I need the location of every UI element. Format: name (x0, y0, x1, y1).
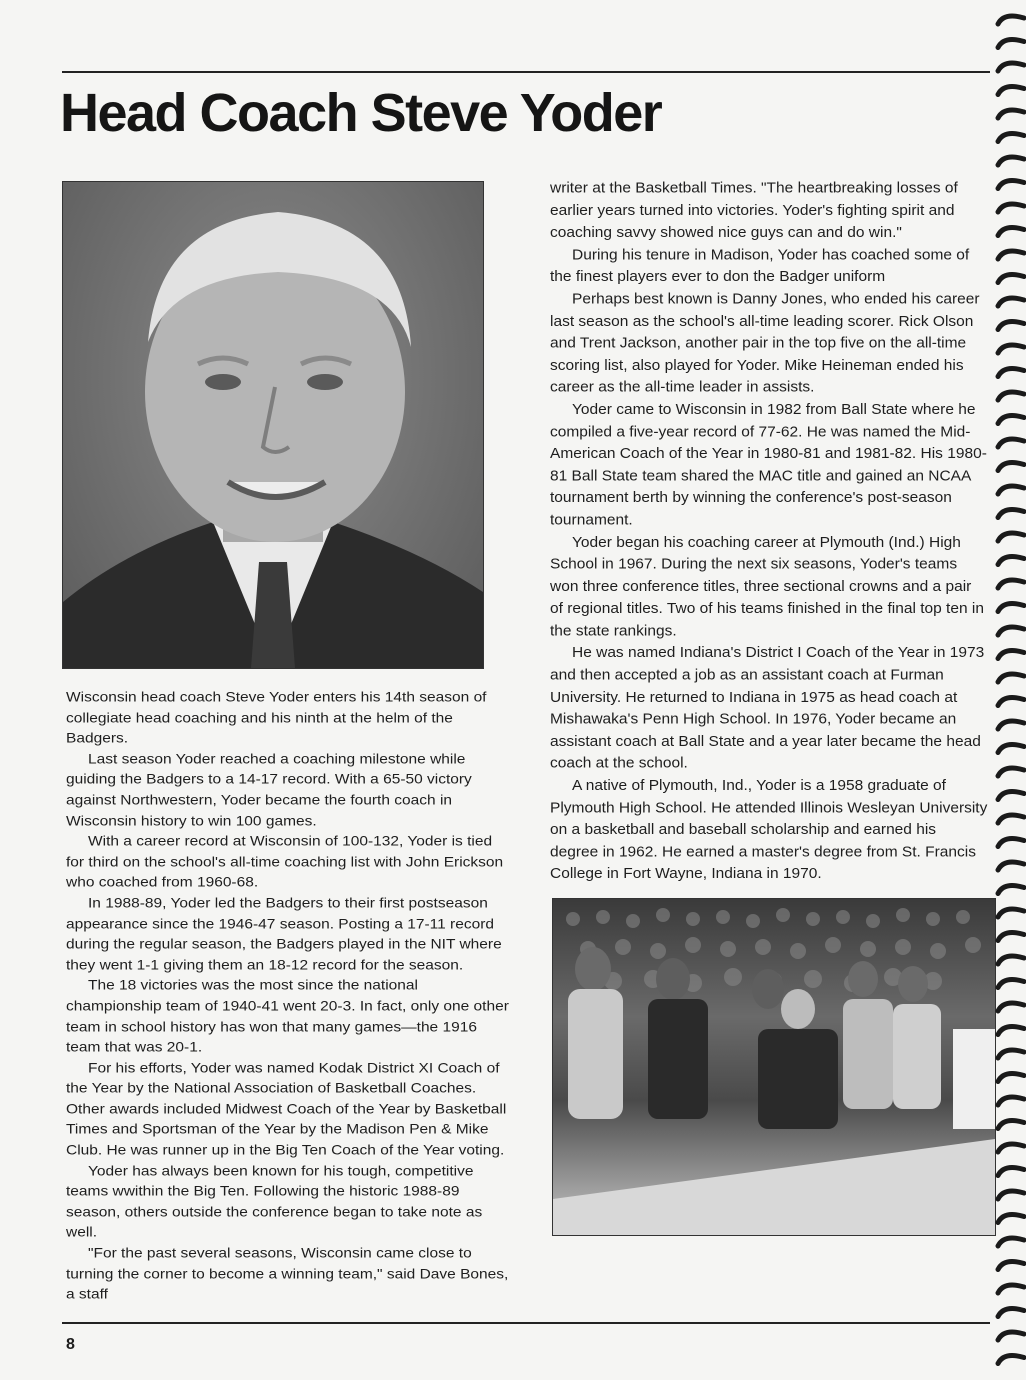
page-title: Head Coach Steve Yoder (60, 83, 662, 143)
top-rule (62, 71, 990, 73)
paragraph: In 1988-89, Yoder led the Badgers to their first postseason appearance since the 1946-47 season. Posting a 17-11 record during the regular season, the Badgers played in the NIT where they went 1-1 giving them an 18-12 record for the season. (66, 895, 502, 974)
paragraph: Perhaps best known is Danny Jones, who ended his career last season as the school's all-time leading scorer. Rick Olson and Trent Jackson, another pair in the top five on the all-time scoring list, also played for Yoder. Mike Heineman ended his career as the all-time leader in assists. (550, 290, 980, 396)
spiral-binding (990, 10, 1026, 1380)
left-text-column (66, 688, 514, 1306)
paragraph: During his tenure in Madison, Yoder has coached some of the finest players ever to don the Badger uniform (550, 246, 970, 286)
paragraph: He was named Indiana's District I Coach of the Year in 1973 and then accepted a job as an assistant coach at Furman University. He returned to Indiana in 1975 as head coach at Mishawaka's Penn High School. In 1976, Yoder became an assistant coach at Ball State and a year later became the head coach at the school. (550, 644, 985, 772)
paragraph: Yoder has always been known for his tough, competitive teams wwithin the Big Ten. Following the historic 1988-89 season, others outside the conference began to take note as well. (66, 1163, 483, 1241)
paragraph: The 18 victories was the most since the national championship team of 1940-41 went 20-3. In fact, only one other team in school history has won that many games—the 1916 team that was 20-1. (66, 978, 509, 1056)
team-bench-photo (552, 898, 996, 1236)
page-number: 8 (66, 1336, 75, 1353)
paragraph: A native of Plymouth, Ind., Yoder is a 1958 graduate of Plymouth High School. He attended Illinois Wesleyan University on a basketball and baseball scholarship and earned his degree in 1962. He earned a master's degree from St. Francis College in Fort Wayne, Indiana in 1970. (550, 777, 988, 883)
right-text-column (550, 178, 988, 886)
paragraph: "For the past several seasons, Wisconsin came close to turning the corner to become a winning team," said Dave Bones, a staff (66, 1245, 509, 1303)
paragraph: Yoder came to Wisconsin in 1982 from Ball State where he compiled a five-year record of 77-62. He was named the Mid-American Coach of the Year in 1980-81 and 1981-82. His 1980-81 Ball State team shared the MAC title and gained an NCAA tournament berth by winning the conference's post-season tournament. (550, 401, 987, 529)
paragraph: Wisconsin head coach Steve Yoder enters his 14th season of collegiate head coaching and his ninth at the helm of the Badgers. (66, 689, 487, 747)
paragraph: With a career record at Wisconsin of 100-132, Yoder is tied for third on the school's all-time coaching list with John Erickson who coached from 1960-68. (66, 833, 504, 891)
paragraph: For his efforts, Yoder was named Kodak District XI Coach of the Year by the National Association of Basketball Coaches. Other awards included Midwest Coach of the Year by Basketball Times and Sportsman of the Year by the Madison Pen & Mike Club. He was runner up in the Big Ten Coach of the Year voting. (66, 1060, 507, 1159)
paragraph: writer at the Basketball Times. "The heartbreaking losses of earlier years turned into victories. Yoder's fighting spirit and coaching savvy showed nice guys can and do win." (550, 179, 958, 241)
paragraph: Last season Yoder reached a coaching milestone while guiding the Badgers to a 14-17 record. With a 65-50 victory against Northwestern, Yoder became the fourth coach in Wisconsin history to win 100 games. (66, 751, 472, 829)
bottom-rule (62, 1322, 990, 1324)
paragraph: Yoder began his coaching career at Plymouth (Ind.) High School in 1967. During the next six seasons, Yoder's teams won three conference titles, three sectional crowns and a pair of regional titles. Two of his teams finished in the final top ten in the state rankings. (550, 533, 984, 640)
coach-portrait-photo (62, 181, 484, 669)
